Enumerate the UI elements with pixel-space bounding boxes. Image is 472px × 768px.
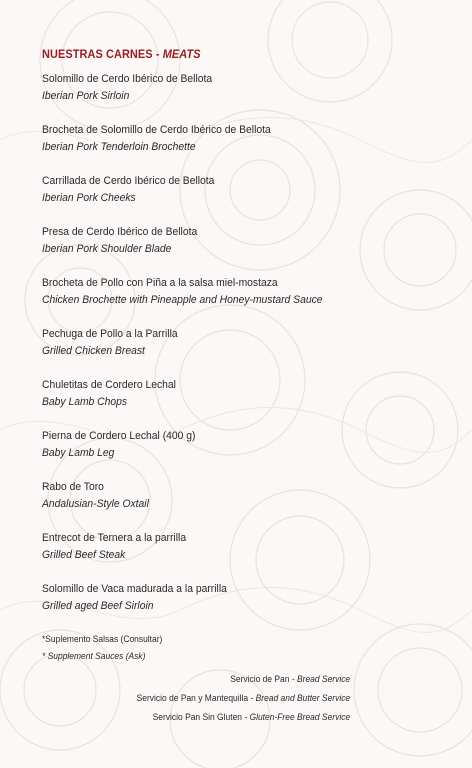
dish-name-en: Chicken Brochette with Pineapple and Honey-mustard Sauce <box>42 294 323 306</box>
dish-name-es: Entrecot de Ternera a la parrilla <box>42 532 187 544</box>
dish-name-es: Brocheta de Pollo con Piña a la salsa miel-mostaza <box>42 277 278 289</box>
service-row <box>136 708 350 727</box>
service-es: Servicio de Pan y Mantequilla <box>136 693 248 703</box>
bread-services <box>123 670 350 727</box>
service-separator: - <box>289 674 297 684</box>
service-row <box>136 670 350 689</box>
menu-item <box>42 326 442 360</box>
menu-item <box>42 224 442 258</box>
section-title-es: NUESTRAS CARNES <box>42 49 153 61</box>
section-title <box>42 48 422 62</box>
dish-name-es: Rabo de Toro <box>42 481 104 493</box>
dish-name-en: Baby Lamb Leg <box>42 447 115 459</box>
dish-name-es: Chuletitas de Cordero Lechal <box>42 379 176 391</box>
dish-name-en: Andalusian-Style Oxtail <box>42 498 149 510</box>
dish-name-es: Brocheta de Solomillo de Cerdo Ibérico de Bellota <box>42 124 271 136</box>
note-en: * Supplement Sauces (Ask) <box>42 651 146 661</box>
menu-item <box>42 530 442 564</box>
dish-name-en: Iberian Pork Cheeks <box>42 192 136 204</box>
dish-name-es: Pechuga de Pollo a la Parrilla <box>42 328 178 340</box>
dish-name-en: Grilled aged Beef Sirloin <box>42 600 154 612</box>
dish-name-en: Iberian Pork Tenderloin Brochette <box>42 141 196 153</box>
dish-name-en: Iberian Pork Shoulder Blade <box>42 243 172 255</box>
dish-name-en: Baby Lamb Chops <box>42 396 128 408</box>
menu-section <box>42 48 442 665</box>
service-en: Gluten-Free Bread Service <box>249 712 350 722</box>
dish-name-en: Grilled Beef Steak <box>42 549 126 561</box>
menu-item <box>42 122 442 156</box>
menu-item <box>42 377 442 411</box>
service-separator: - <box>247 693 256 703</box>
menu-item <box>42 581 442 615</box>
dish-name-es: Solomillo de Vaca madurada a la parrilla <box>42 583 227 595</box>
service-en: Bread and Butter Service <box>255 693 350 703</box>
service-row <box>136 689 350 708</box>
dish-name-es: Pierna de Cordero Lechal (400 g) <box>42 430 196 442</box>
dish-name-es: Carrillada de Cerdo Ibérico de Bellota <box>42 175 215 187</box>
section-title-en: MEATS <box>162 49 201 61</box>
menu-item <box>42 275 442 309</box>
menu-item <box>42 173 442 207</box>
dish-name-en: Grilled Chicken Breast <box>42 345 145 357</box>
menu-item <box>42 479 442 513</box>
service-es: Servicio de Pan <box>230 674 290 684</box>
service-es: Servicio Pan Sin Gluten <box>152 712 242 722</box>
note-es: *Suplemento Salsas (Consultar) <box>42 634 163 644</box>
dish-name-en: Iberian Pork Sirloin <box>42 90 130 102</box>
section-title-separator: - <box>152 49 163 61</box>
sauce-supplement-note <box>42 631 442 665</box>
dish-name-es: Presa de Cerdo Ibérico de Bellota <box>42 226 198 238</box>
menu-item <box>42 71 442 105</box>
service-en: Bread Service <box>296 674 350 684</box>
service-separator: - <box>241 712 250 722</box>
dish-name-es: Solomillo de Cerdo Ibérico de Bellota <box>42 73 213 85</box>
menu-item <box>42 428 442 462</box>
